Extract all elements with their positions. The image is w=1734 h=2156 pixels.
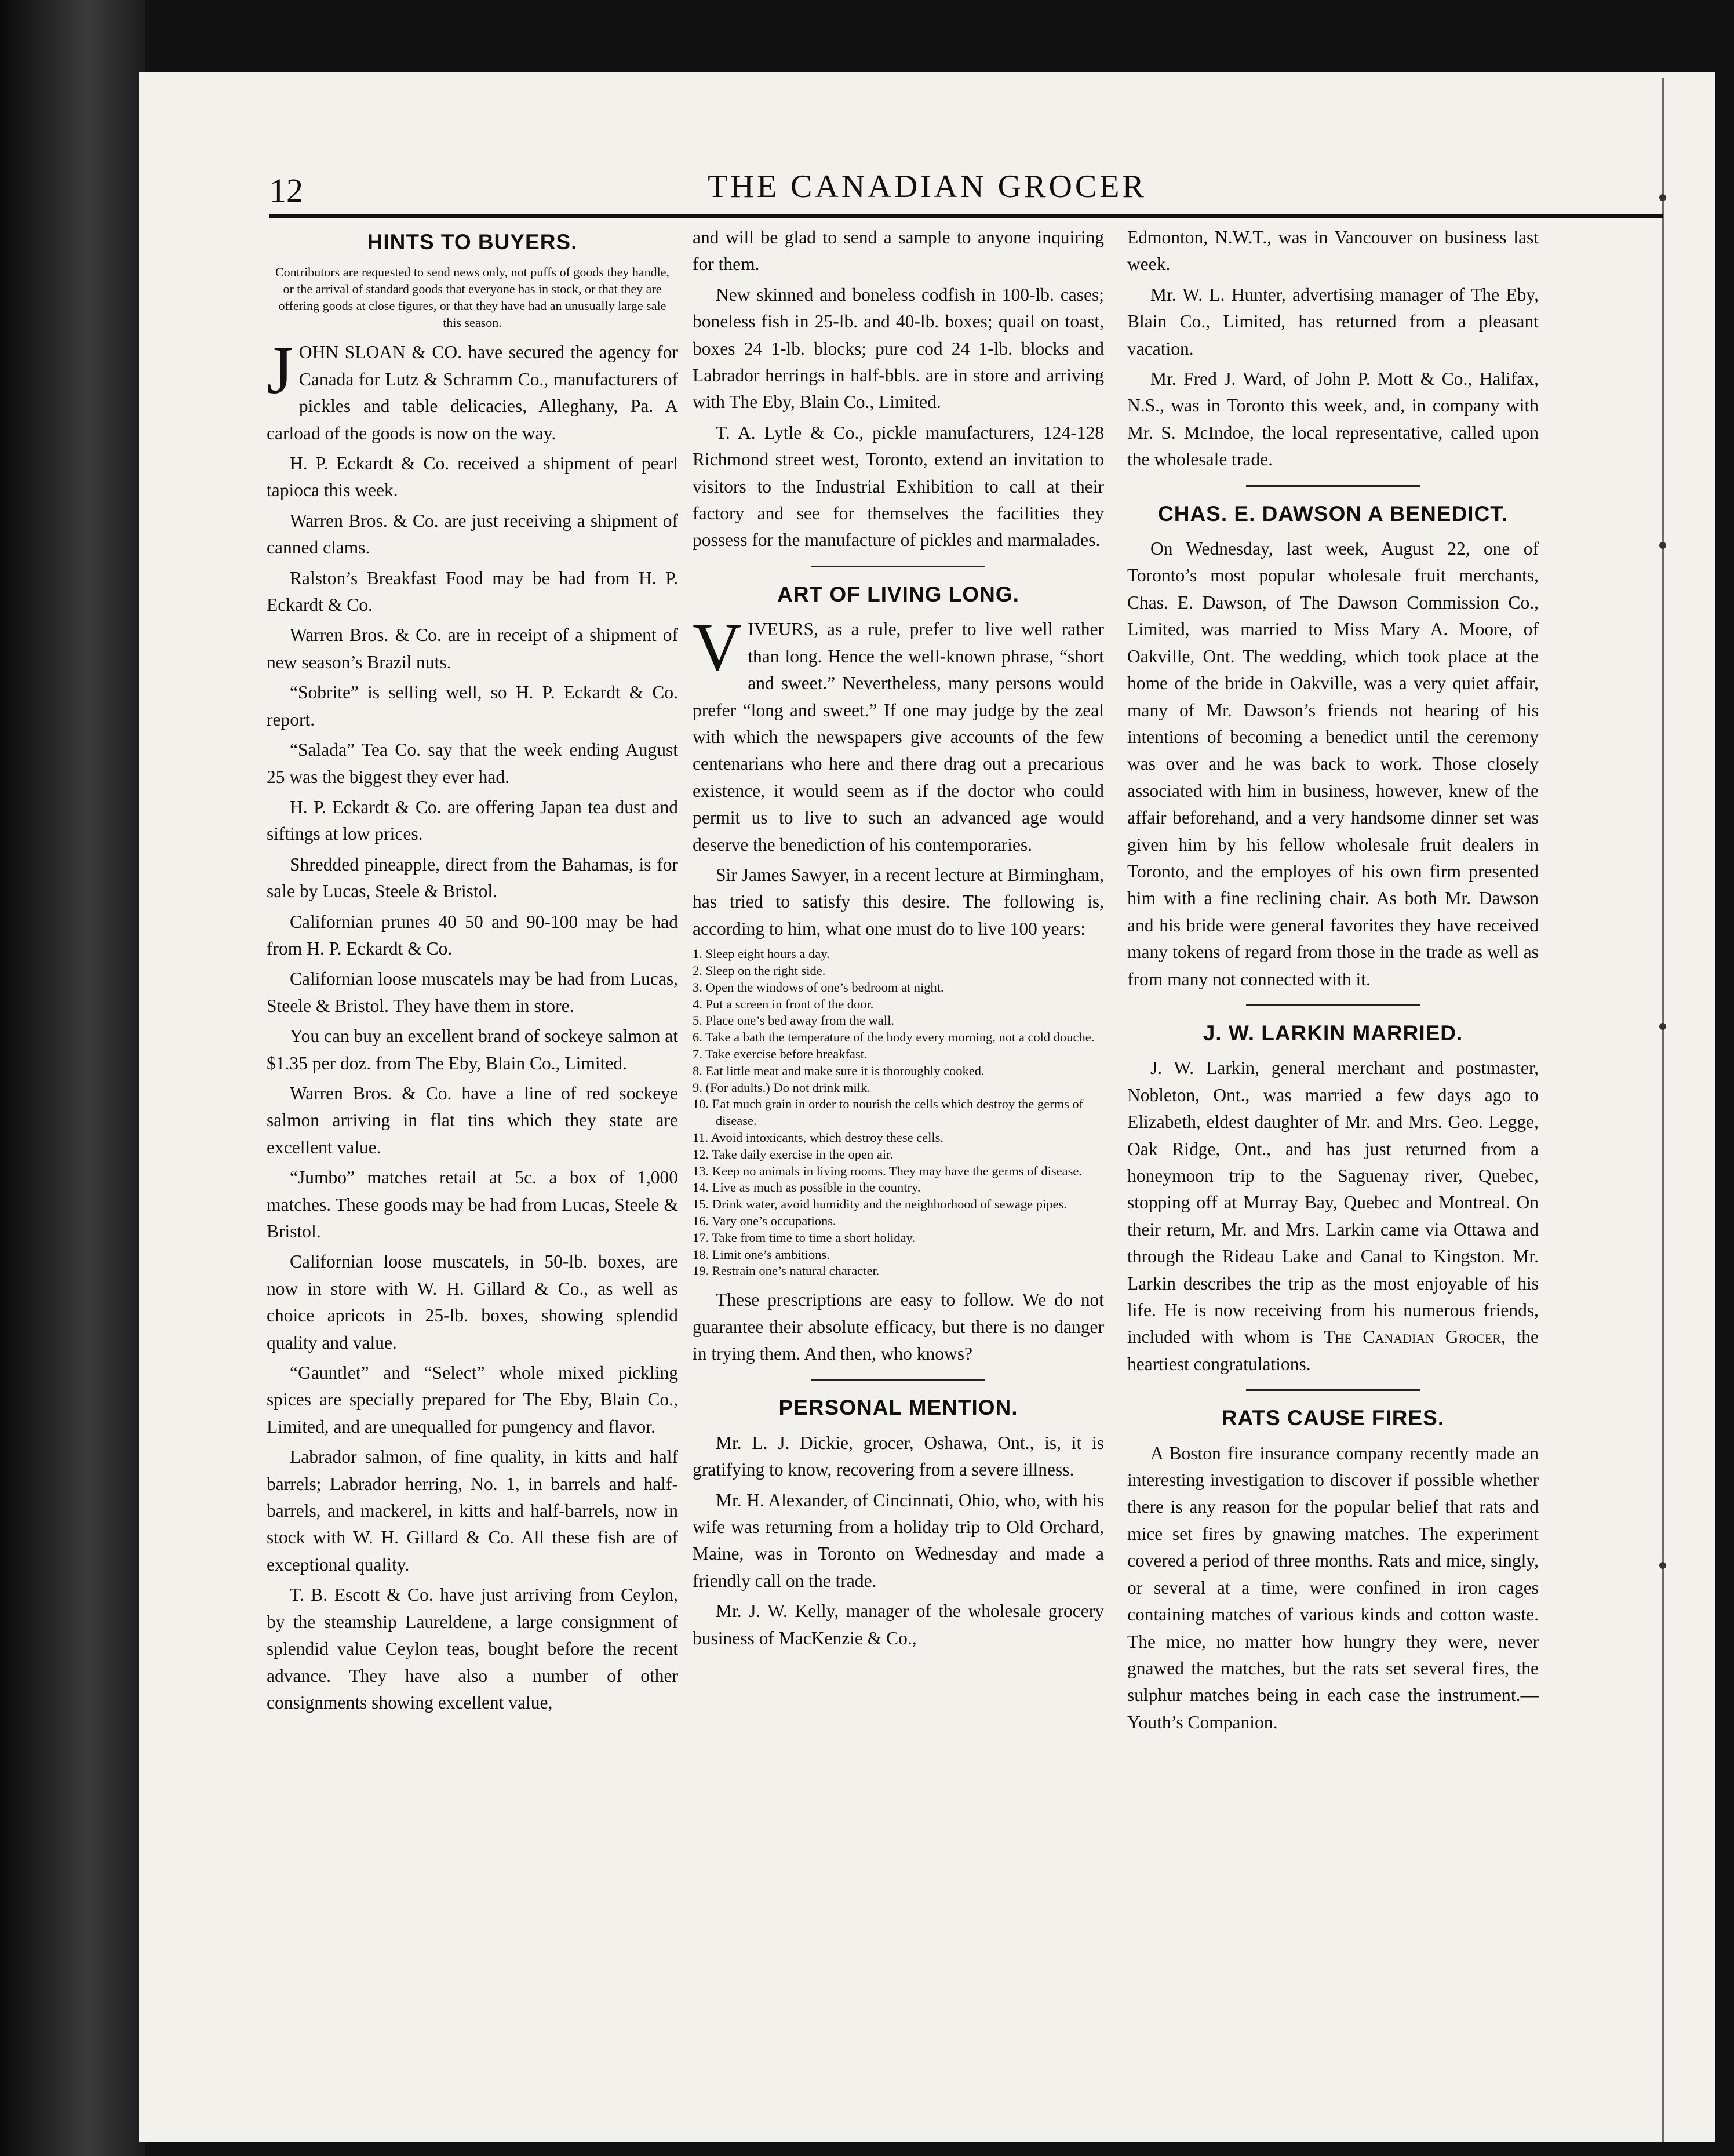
page-number: 12: [269, 172, 303, 209]
list-item: 7. Take exercise before breakfast.: [693, 1046, 868, 1061]
continued-paragraph: Edmonton, N.W.T., was in Vancouver on business last week.: [1127, 227, 1539, 275]
news-item: Mr. H. Alexander, of Cincinnati, Ohio, who, with his wife was returning from a holiday trip to Old Orchard, Maine, was in Toronto on Wednesday and made a friendly call on the trade.: [693, 1489, 1104, 1591]
news-item: Mr. W. L. Hunter, advertising manager of The Eby, Blain Co., Limited, has returned from a pleasant vacation.: [1127, 284, 1539, 359]
article-paragraph: JOHN SLOAN & CO. have secured the agency for Canada for Lutz & Schramm Co., manufacturers of pickles and table delicacies, Alleghany, Pa. A carload of the goods is now on the way.: [267, 332, 678, 443]
rules-list: [693, 946, 1104, 1280]
news-item: Mr. L. J. Dickie, grocer, Oshawa, Ont., is, it is gratifying to know, recovering from a severe illness.: [693, 1432, 1104, 1480]
section-divider: [811, 566, 985, 567]
column-3: [1127, 224, 1539, 1739]
list-item: 16. Vary one’s occupations.: [693, 1213, 836, 1228]
binding-mark: [1659, 1023, 1666, 1030]
news-item: Labrador salmon, of fine quality, in kitts and half barrels; Labrador herring, No. 1, in barrels and half-barrels, and mackerel, in kitts and half-barrels, now in stock with W. H. Gillard & Co. All these fish are of exceptional quality.: [267, 1447, 678, 1575]
news-item: Warren Bros. & Co. are just receiving a shipment of canned clams.: [267, 510, 678, 558]
list-item: 13. Keep no animals in living rooms. They may have the germs of disease.: [693, 1163, 1082, 1178]
list-item: 12. Take daily exercise in the open air.: [693, 1146, 894, 1161]
list-item: 14. Live as much as possible in the country.: [693, 1180, 921, 1195]
heading-art-of-living-long: ART OF LIVING LONG.: [777, 582, 1019, 606]
news-item: “Salada” Tea Co. say that the week ending August 25 was the biggest they ever had.: [267, 740, 678, 787]
list-item: 11. Avoid intoxicants, which destroy these cells.: [693, 1130, 944, 1145]
news-item: T. A. Lytle & Co., pickle manufacturers, 124-128 Richmond street west, Toronto, extend an invitation to visitors to the Industrial Exhibition to call at their factory and see for themselves the facilities they possess for the manufacture of pickles and marmalades.: [693, 422, 1104, 551]
continued-paragraph: and will be glad to send a sample to anyone inquiring for them.: [693, 227, 1104, 275]
news-item: H. P. Eckardt & Co. are offering Japan tea dust and siftings at low prices.: [267, 796, 678, 844]
list-item: 8. Eat little meat and make sure it is thoroughly cooked.: [693, 1063, 985, 1078]
news-item: New skinned and boneless codfish in 100-lb. cases; boneless fish in 25-lb. and 40-lb. boxes; quail on toast, boxes 24 1-lb. blocks; pure cod 24 1-lb. blocks and Labrador herrings in half-bbls. are in store and arriving with The Eby, Blain Co., Limited.: [693, 284, 1104, 413]
list-item: 2. Sleep on the right side.: [693, 963, 826, 978]
list-item: 15. Drink water, avoid humidity and the neighborhood of sewage pipes.: [693, 1197, 1067, 1212]
header-rule: [269, 214, 1663, 218]
news-item: T. B. Escott & Co. have just arriving from Ceylon, by the steamship Laureldene, a large consignment of splendid value Ceylon teas, bought before the recent advance. They have also a number of other consignments showing excellent value,: [267, 1585, 678, 1713]
news-item: “Sobrite” is selling well, so H. P. Eckardt & Co. report.: [267, 682, 678, 730]
column-1: [267, 224, 678, 1720]
article-paragraph: A Boston fire insurance company recently made an interesting investigation to discover if possible whether there is any reason for the popular belief that rats and mice set fires by gnawing matches. The experiment covered a period of three months. Rats and mice, singly, or several at a time, were confined in iron cages containing matches of various kinds and cotton waste. The mice, no matter how hungry they were, never gnawed the matches, but the rats set several fires, the sulphur matches being in each case the instrument.—Youth’s Companion.: [1127, 1443, 1539, 1732]
contributors-note: Contributors are requested to send news only, not puffs of goods they handle, or the arrival of standard goods that everyone has in stock, or that they are offering goods at close figures, or that they have had an unusually large sale this season.: [275, 265, 670, 330]
news-item: “Jumbo” matches retail at 5c. a box of 1,000 matches. These goods may be had from Lucas, Steele & Bristol.: [267, 1167, 678, 1241]
heading-hints-to-buyers: HINTS TO BUYERS.: [367, 230, 578, 254]
article-paragraph: Sir James Sawyer, in a recent lecture at Birmingham, has tried to satisfy this desire. The following is, according to him, what one must do to live 100 years:: [693, 864, 1104, 939]
heading-dawson-benedict: CHAS. E. DAWSON A BENEDICT.: [1158, 501, 1508, 526]
binding-line: [1662, 78, 1664, 2142]
article-paragraph: On Wednesday, last week, August 22, one of Toronto’s most popular wholesale fruit merchants, Chas. E. Dawson, of The Dawson Commission Co., Limited, was married to Miss Mary A. Moore, of Oakville, Ont. The wedding, which took place at the home of the bride in Oakville, was a very quiet affair, many of Mr. Dawson’s friends not hearing of his intentions of becoming a benedict until the ceremony was over and he was back to work. Those closely associated with him in business, however, knew of the affair beforehand, and a very handsome dinner set was given him by his fellow wholesale fruit dealers in Toronto, and the employes of his own firm presented him with a fine reclining chair. As both Mr. Dawson and his bride were general favorites they have received many tokens of regard from those in the trade as well as from many not connected with it.: [1127, 538, 1539, 989]
news-item: Californian loose muscatels may be had from Lucas, Steele & Bristol. They have them in store.: [267, 968, 678, 1016]
list-item: 5. Place one’s bed away from the wall.: [693, 1013, 895, 1028]
list-item: 17. Take from time to time a short holiday.: [693, 1230, 915, 1245]
news-item: “Gauntlet” and “Select” whole mixed pickling spices are specially prepared for The Eby, Blain Co., Limited, and are unequalled for pungency and flavor.: [267, 1363, 678, 1437]
list-item: 3. Open the windows of one’s bedroom at night.: [693, 979, 944, 995]
section-divider: [1246, 485, 1420, 487]
article-paragraph: J. W. Larkin, general merchant and postmaster, Nobleton, Ont., was married a few days ago to Elizabeth, eldest daughter of Mr. and Mrs. Geo. Legge, Oak Ridge, Ont., and has just returned from a honeymoon trip to the Saguenay river, Quebec, stopping off at Murray Bay, Quebec and Montreal. On their return, Mr. and Mrs. Larkin came via Ottawa and through the Rideau Lake and Canal to Kingston. Mr. Larkin describes the trip as the most enjoyable of his life. He is now receiving from his numerous friends, included with whom is The Canadian Grocer, the heartiest congratulations.: [1127, 1058, 1539, 1374]
scan-edge: [0, 0, 145, 2156]
binding-mark: [1659, 1562, 1666, 1569]
list-item: 6. Take a bath the temperature of the body every morning, not a cold douche.: [693, 1030, 1095, 1045]
heading-rats-cause-fires: RATS CAUSE FIRES.: [1221, 1406, 1445, 1430]
section-divider: [811, 1379, 985, 1381]
list-item: 1. Sleep eight hours a day.: [693, 946, 830, 962]
list-item: 18. Limit one’s ambitions.: [693, 1247, 830, 1262]
masthead-title: THE CANADIAN GROCER: [708, 169, 1147, 205]
publication-name: The Canadian Grocer: [1324, 1327, 1501, 1348]
news-item: Mr. J. W. Kelly, manager of the wholesale grocery business of MacKenzie & Co.,: [693, 1601, 1104, 1648]
drop-cap: J: [267, 332, 293, 409]
section-divider: [1246, 1389, 1420, 1391]
news-item: Warren Bros. & Co. are in receipt of a shipment of new season’s Brazil nuts.: [267, 625, 678, 672]
news-item: H. P. Eckardt & Co. received a shipment of pearl tapioca this week.: [267, 453, 678, 501]
news-item: Californian prunes 40 50 and 90-100 may be had from H. P. Eckardt & Co.: [267, 911, 678, 959]
drop-cap: V: [693, 609, 742, 686]
list-item: 9. (For adults.) Do not drink milk.: [693, 1080, 870, 1095]
news-item: Ralston’s Breakfast Food may be had from H. P. Eckardt & Co.: [267, 567, 678, 616]
newspaper-page: [139, 72, 1715, 2142]
news-item: Mr. Fred J. Ward, of John P. Mott & Co., Halifax, N.S., was in Toronto this week, and, in company with Mr. S. McIndoe, the local representative, called upon the wholesale trade.: [1127, 369, 1539, 470]
list-item: 19. Restrain one’s natural character.: [693, 1263, 880, 1279]
column-2: [693, 224, 1104, 1655]
list-item: 10. Eat much grain in order to nourish the cells which destroy the germs of disease.: [693, 1097, 1084, 1128]
news-item: Warren Bros. & Co. have a line of red sockeye salmon arriving in flat tins which they state are excellent value.: [267, 1083, 678, 1157]
news-item: Californian loose muscatels, in 50-lb. boxes, are now in store with W. H. Gillard & Co., as well as choice apricots in 25-lb. boxes, showing splendid quality and value.: [267, 1251, 678, 1353]
news-item: Shredded pineapple, direct from the Bahamas, is for sale by Lucas, Steele & Bristol.: [267, 854, 678, 902]
section-divider: [1246, 1004, 1420, 1006]
heading-personal-mention: PERSONAL MENTION.: [778, 1396, 1018, 1420]
news-item: You can buy an excellent brand of sockeye salmon at $1.35 per doz. from The Eby, Blain Co., Limited.: [267, 1026, 678, 1073]
heading-larkin-married: J. W. LARKIN MARRIED.: [1203, 1021, 1463, 1045]
article-paragraph: These prescriptions are easy to follow. We do not guarantee their absolute efficacy, but there is no danger in trying them. And then, who knows?: [693, 1290, 1104, 1364]
binding-mark: [1659, 542, 1666, 549]
list-item: 4. Put a screen in front of the door.: [693, 996, 874, 1011]
article-paragraph: VIVEURS, as a rule, prefer to live well rather than long. Hence the well-known phrase, “short and sweet.” Nevertheless, many persons would prefer “long and sweet.” If one may judge by the zeal with which the newspapers give accounts of the few centenarians who here and there drag out a precarious existence, it would seem as if the doctor who could permit us to live to such an advanced age would deserve the benediction of his contemporaries.: [693, 609, 1104, 855]
